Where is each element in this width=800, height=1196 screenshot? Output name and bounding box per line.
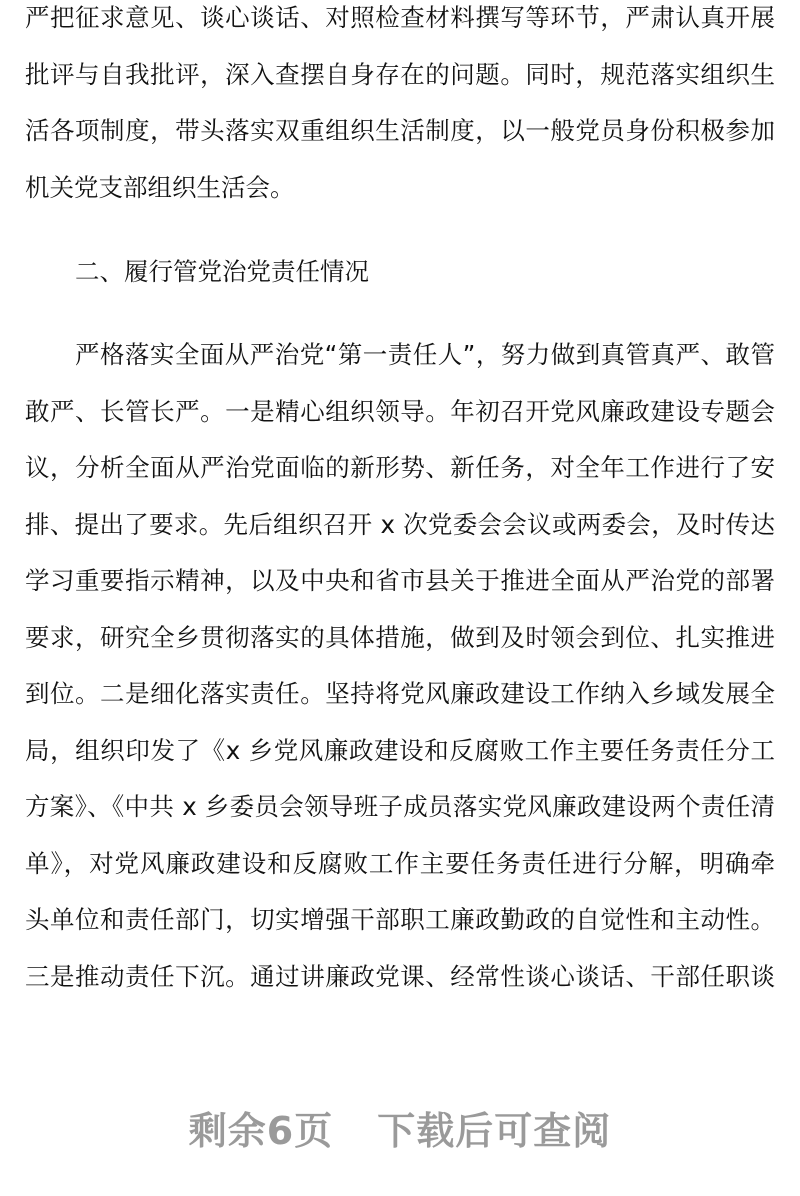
remaining-pages-label: 剩余6页 — [188, 1109, 334, 1153]
text-line: 严格落实全面从严治党“第一责任人”，努力做到真管真严、敢管 — [75, 340, 775, 369]
text-line: 批评与自我批评，深入查摆自身存在的问题。同时，规范落实组织生 — [25, 60, 775, 89]
text-line: 敢严、长管长严。一是精心组织领导。年初召开党风廉政建设专题会 — [25, 397, 775, 426]
text-line: 活各项制度，带头落实双重组织生活制度，以一般党员身份积极参加 — [25, 116, 775, 145]
text-line: 学习重要指示精神，以及中央和省市县关于推进全面从严治党的部署 — [25, 566, 775, 595]
text-line: 头单位和责任部门，切实增强干部职工廉政勤政的自觉性和主动性。 — [25, 905, 775, 934]
text-line: 三是推动责任下沉。通过讲廉政党课、经常性谈心谈话、干部任职谈 — [25, 962, 775, 991]
text-line: 排、提出了要求。先后组织召开 x 次党委会会议或两委会，及时传达 — [25, 510, 775, 539]
download-to-view-label[interactable]: 下载后可查阅 — [377, 1109, 612, 1153]
text-line: 方案》、《中共 x 乡委员会领导班子成员落实党风廉政建设两个责任清 — [25, 792, 775, 821]
text-line: 要求，研究全乡贯彻落实的具体措施，做到及时领会到位、扎实推进 — [25, 623, 775, 652]
section-heading: 二、履行管党治党责任情况 — [75, 257, 369, 286]
text-line: 严把征求意见、谈心谈话、对照检查材料撰写等环节，严肃认真开展 — [25, 3, 775, 32]
text-line: 单》，对党风廉政建设和反腐败工作主要任务责任进行分解，明确牵 — [25, 849, 775, 878]
text-line: 机关党支部组织生活会。 — [25, 173, 295, 202]
text-line: 议，分析全面从严治党面临的新形势、新任务，对全年工作进行了安 — [25, 453, 775, 482]
download-prompt[interactable] — [0, 1100, 800, 1155]
text-line: 局，组织印发了《x 乡党风廉政建设和反腐败工作主要任务责任分工 — [25, 736, 775, 765]
text-line: 到位。二是细化落实责任。坚持将党风廉政建设工作纳入乡域发展全 — [25, 679, 775, 708]
